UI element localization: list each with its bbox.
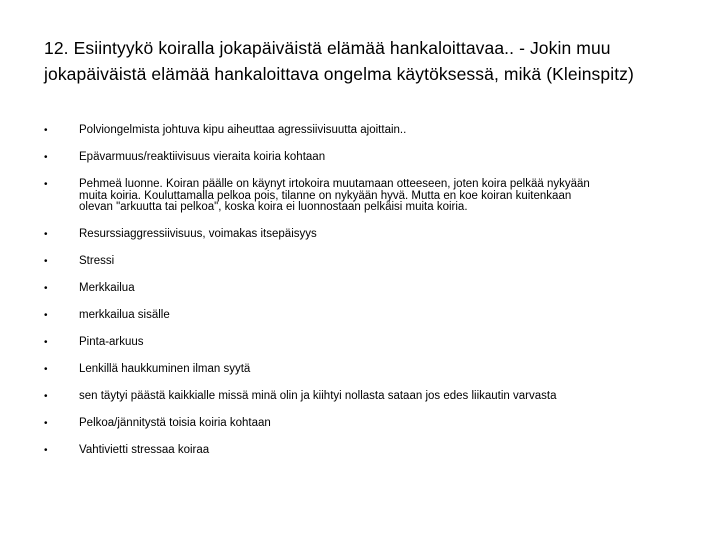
bullet-icon: • [44,418,48,429]
list-item-text: merkkailua sisälle [79,309,170,321]
list-item-text: Polviongelmista johtuva kipu aiheuttaa agressiivisuutta ajoittain.. [79,124,407,136]
slide-title: 12. Esiintyykö koiralla jokapäiväistä elämää hankaloittavaa.. - Jokin muu jokapäiväistä elämää hankaloittava ongelma käytöksessä, mikä (Kleinspitz) [44,38,634,84]
list-item [44,418,674,430]
bullet-icon: • [44,391,48,402]
bullet-icon: • [44,152,48,163]
list-item-text: Pelkoa/jännitystä toisia koiria kohtaan [79,417,271,429]
list-item-text: Epävarmuus/reaktiivisuus vieraita koiria kohtaan [79,151,326,163]
list-item-text: Pinta-arkuus [79,336,144,348]
bullet-icon: • [44,445,48,456]
bullet-icon: • [44,364,48,375]
bullet-icon: • [44,310,48,321]
list-item-text: Vahtivietti stressaa koiraa [79,444,210,456]
bullet-icon: • [44,283,48,294]
list-item-text: Resurssiaggressiivisuus, voimakas itsepäisyys [79,228,317,240]
list-item-text: Stressi [79,255,115,267]
list-item [44,179,674,214]
list-item [44,229,674,241]
list-item-text: sen täytyi päästä kaikkialle missä minä olin ja kiihtyi nollasta sataan jos edes liikautin varvasta [79,390,557,402]
list-item [44,310,674,322]
bullet-list [44,125,674,472]
list-item [44,364,674,376]
list-item [44,391,674,403]
list-item-text: Lenkillä haukkuminen ilman syytä [79,363,251,375]
bullet-icon: • [44,125,48,136]
bullet-icon: • [44,229,48,240]
list-item-text: Pehmeä luonne. Koiran päälle on käynyt irtokoira muutamaan otteeseen, joten koira pelkää nykyään muita koiria. Kouluttamalla pelkoa pois, tilanne on nykyään hyvä. Mutta en koe koiran kuitenkaan olevan "arkuutta tai pelkoa", koska koira ei luonnostaan pelkäisi muita koiria. [79,178,590,213]
bullet-icon: • [44,256,48,267]
list-item [44,256,674,268]
list-item-text: Merkkailua [79,282,135,294]
list-item [44,337,674,349]
list-item [44,283,674,295]
list-item [44,445,674,457]
bullet-icon: • [44,337,48,348]
list-item [44,125,674,137]
bullet-icon: • [44,179,48,190]
list-item [44,152,674,164]
